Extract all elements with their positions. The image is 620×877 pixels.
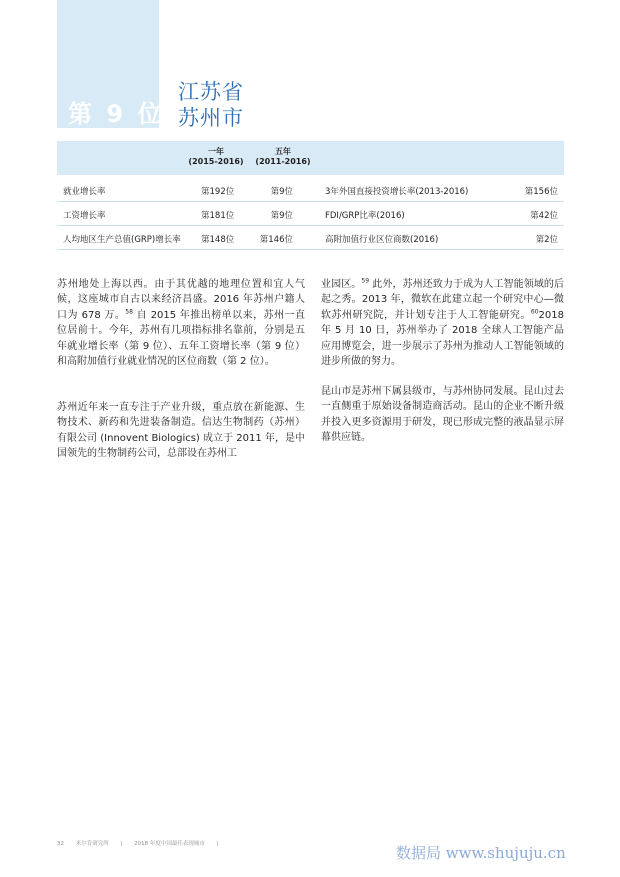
- indicator-name-2: 高附加值行业区位商数(2016): [325, 235, 439, 245]
- column-header-one-year-range: (2015-2016): [188, 157, 244, 166]
- paragraph-text: 此外，苏州还致力于成为人工智能领域的后起之秀。2013 年，微软在此建立起一个研究中心—微软苏州研究院，并计划专注于人工智能研究。: [321, 279, 565, 321]
- paragraph-text: 业园区。: [321, 279, 362, 290]
- indicator-rank-2: 第156位: [524, 187, 558, 197]
- footer-separator: |: [216, 841, 219, 847]
- five-year-rank: 第146位: [259, 235, 293, 245]
- footnote-ref: 58: [125, 308, 133, 316]
- five-year-rank: 第9位: [270, 211, 293, 221]
- column-header-one-year-label: 一年: [208, 147, 224, 156]
- body-paragraph-left-1: [57, 277, 305, 369]
- one-year-rank: 第181位: [201, 211, 235, 221]
- column-header-five-year-range: (2011-2016): [255, 157, 311, 166]
- five-year-rank: 第9位: [270, 187, 293, 197]
- table-row: [57, 226, 564, 250]
- table-row: [57, 178, 564, 202]
- body-paragraph-right-2: 昆山市是苏州下属县级市，与苏州协同发展。昆山过去一直侧重于原始设备制造商活动。昆山的企业不断升级并投入更多资源用于研发，现已形成完整的液晶显示屏幕供应链。: [321, 386, 564, 444]
- one-year-rank: 第192位: [201, 187, 235, 197]
- rank-label: 第 9 位: [68, 100, 165, 128]
- indicator-name-2: 3年外国直接投资增长率(2013-2016): [325, 187, 469, 197]
- indicator-name: 人均地区生产总值(GRP)增长率: [63, 235, 181, 245]
- indicator-rank-2: 第42位: [530, 211, 558, 221]
- paragraph-text: 苏州地处上海以西。由于其优越的地理位置和宜人气候，这座城市自古以来经济昌盛。2016 年苏州户籍人口为 678 万。: [57, 279, 305, 321]
- one-year-rank: 第148位: [201, 235, 235, 245]
- indicator-name: 就业增长率: [63, 187, 106, 197]
- indicator-name-2: FDI/GRP比率(2016): [325, 211, 405, 221]
- publisher-name: 米尔肯研究所: [75, 841, 109, 847]
- body-paragraph-right-1: [321, 277, 564, 369]
- indicator-name: 工资增长率: [63, 211, 106, 221]
- paragraph-text: 自 2015 年推出榜单以来，苏州一直位居前十。今年，苏州有几项指标排名靠前，分别是五年就业增长率（第 9 位）、五年工资增长率（第 9 位）和高附加值行业就业情况的区位商数（第 2 位）。: [57, 309, 305, 368]
- province-title: 江苏省: [178, 80, 244, 104]
- column-header-five-year-label: 五年: [275, 147, 291, 156]
- page-footer: [57, 839, 228, 847]
- report-title: 2018 年度中国最佳表现城市: [134, 841, 205, 847]
- column-header-five-year: [243, 147, 323, 167]
- footnote-ref: 59: [361, 277, 370, 285]
- table-row: [57, 202, 564, 226]
- footer-separator: |: [120, 841, 123, 847]
- body-paragraph-left-2: 苏州近年来一直专注于产业升级，重点放在新能源、生物技术、新药和先进装备制造。信达生物制药（苏州）有限公司 (Innovent Biologics) 成立于 2011 年，是中国领先的生物制药公司，总部设在苏州工: [57, 402, 305, 460]
- paragraph-text: 2018 年 5 月 10 日，苏州举办了 2018 全球人工智能产品应用博览会，进一步展示了苏州为推动人工智能领域的进步所做的努力。: [321, 309, 564, 368]
- footnote-ref: 60: [530, 308, 539, 316]
- page-number: 32: [57, 841, 64, 847]
- city-title: 苏州市: [178, 106, 244, 130]
- indicator-rank-2: 第2位: [535, 235, 558, 245]
- watermark-text: 数据局 www.shujuju.cn: [396, 844, 566, 862]
